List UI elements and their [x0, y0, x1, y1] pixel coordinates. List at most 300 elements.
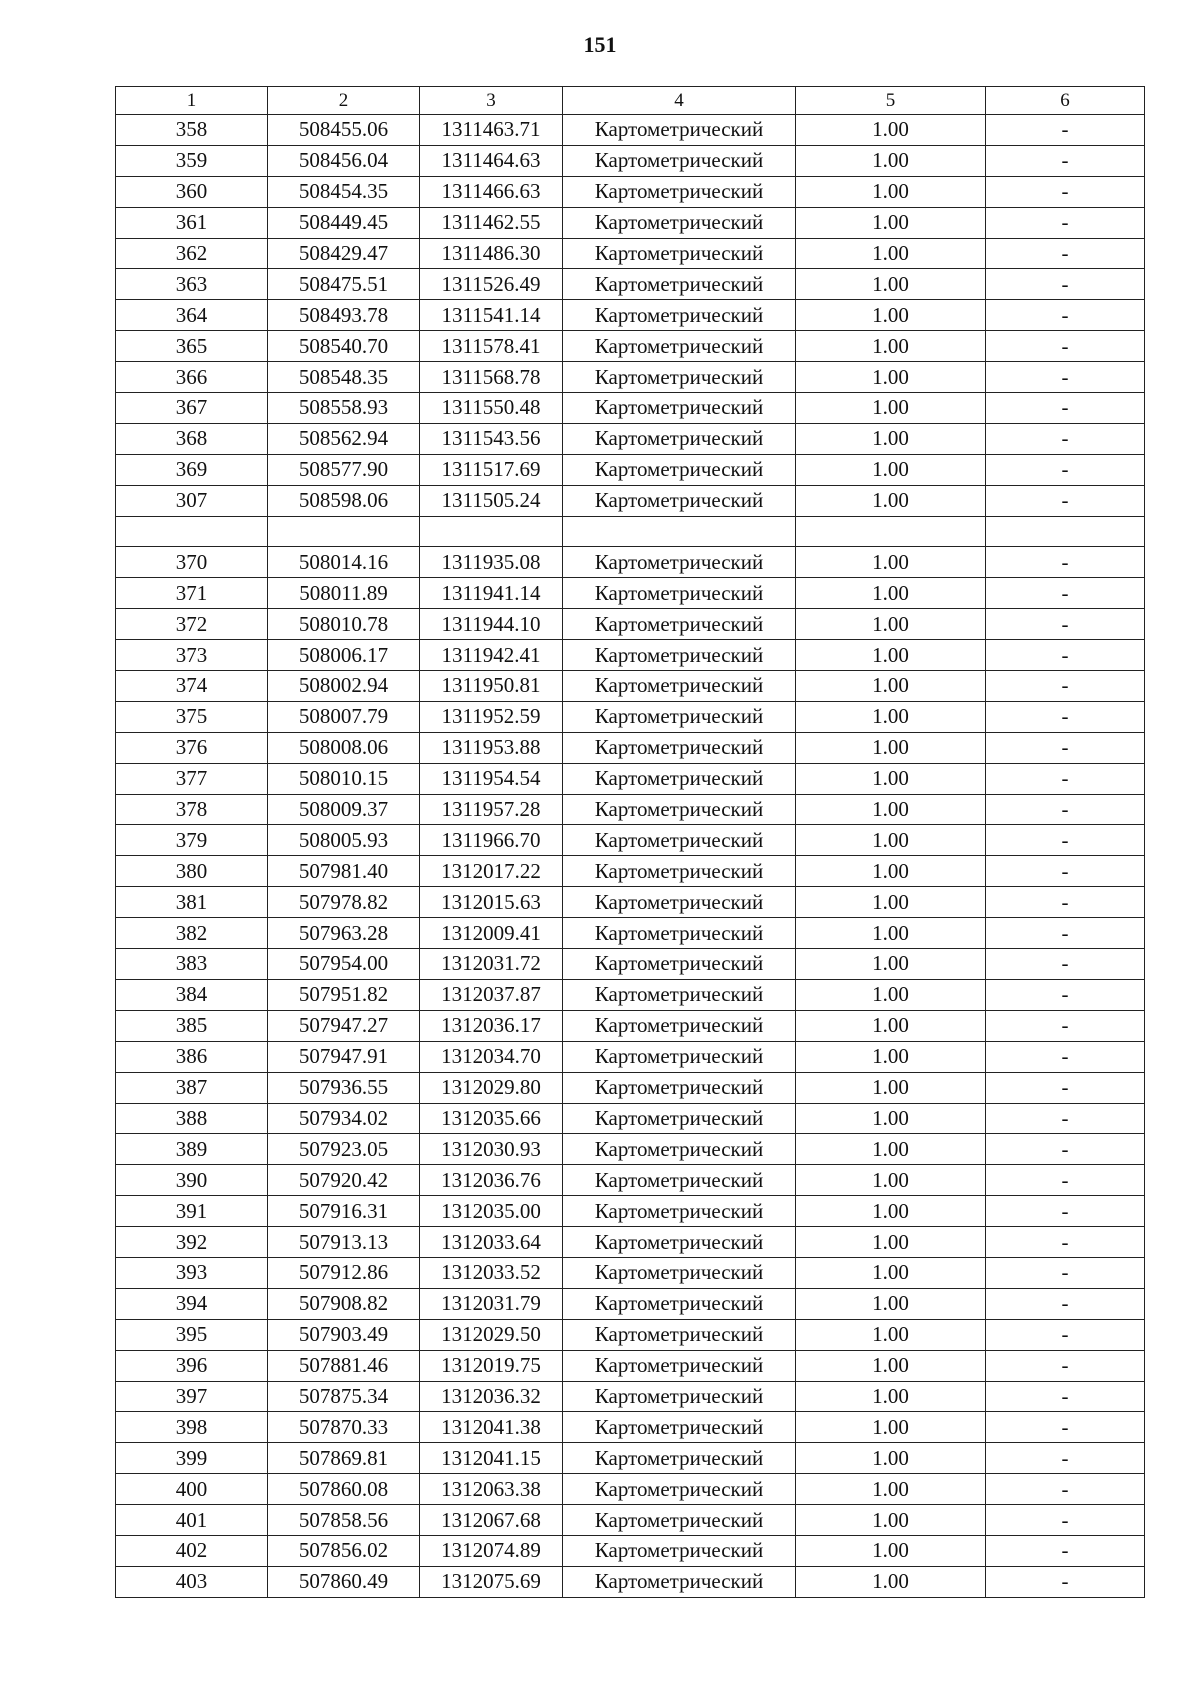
- point-number-cell: 389: [116, 1134, 268, 1165]
- table-row: [116, 145, 1145, 176]
- y-coordinate-cell: 1312029.80: [420, 1072, 563, 1103]
- point-number-cell: 390: [116, 1165, 268, 1196]
- y-coordinate-cell: 1311526.49: [420, 269, 563, 300]
- accuracy-cell: 1.00: [796, 1165, 986, 1196]
- table-row: [116, 794, 1145, 825]
- description-cell: -: [986, 1319, 1145, 1350]
- accuracy-cell: 1.00: [796, 949, 986, 980]
- table-row: [116, 1288, 1145, 1319]
- point-number-cell: 382: [116, 918, 268, 949]
- accuracy-cell: 1.00: [796, 1103, 986, 1134]
- description-cell: -: [986, 979, 1145, 1010]
- y-coordinate-cell: 1311466.63: [420, 176, 563, 207]
- table-row: [116, 238, 1145, 269]
- y-coordinate-cell: 1312033.52: [420, 1257, 563, 1288]
- table-row: [116, 1196, 1145, 1227]
- method-cell: Картометрический: [563, 423, 796, 454]
- x-coordinate-cell: 508010.78: [268, 609, 420, 640]
- y-coordinate-cell: 1312036.17: [420, 1010, 563, 1041]
- table-row: [116, 1072, 1145, 1103]
- x-coordinate-cell: 508577.90: [268, 454, 420, 485]
- x-coordinate-cell: 507934.02: [268, 1103, 420, 1134]
- x-coordinate-cell: 507963.28: [268, 918, 420, 949]
- table-row: [116, 856, 1145, 887]
- table-row: [116, 331, 1145, 362]
- y-coordinate-cell: 1311541.14: [420, 300, 563, 331]
- x-coordinate-cell: 507860.49: [268, 1566, 420, 1597]
- y-coordinate-cell: 1312035.66: [420, 1103, 563, 1134]
- point-number-cell: 381: [116, 887, 268, 918]
- point-number-cell: 398: [116, 1412, 268, 1443]
- description-cell: -: [986, 1412, 1145, 1443]
- method-cell: Картометрический: [563, 825, 796, 856]
- method-cell: Картометрический: [563, 578, 796, 609]
- description-cell: -: [986, 1443, 1145, 1474]
- y-coordinate-cell: 1312075.69: [420, 1566, 563, 1597]
- method-cell: Картометрический: [563, 1288, 796, 1319]
- description-cell: [986, 516, 1145, 547]
- x-coordinate-cell: [268, 516, 420, 547]
- description-cell: -: [986, 547, 1145, 578]
- description-cell: -: [986, 393, 1145, 424]
- method-cell: Картометрический: [563, 269, 796, 300]
- table-row: [116, 1010, 1145, 1041]
- table-row: [116, 1505, 1145, 1536]
- point-number-cell: 369: [116, 454, 268, 485]
- column-header: 3: [420, 87, 563, 115]
- description-cell: -: [986, 362, 1145, 393]
- point-number-cell: 378: [116, 794, 268, 825]
- x-coordinate-cell: 508014.16: [268, 547, 420, 578]
- description-cell: -: [986, 1072, 1145, 1103]
- point-number-cell: 359: [116, 145, 268, 176]
- description-cell: -: [986, 454, 1145, 485]
- method-cell: Картометрический: [563, 176, 796, 207]
- accuracy-cell: 1.00: [796, 393, 986, 424]
- point-number-cell: 387: [116, 1072, 268, 1103]
- point-number-cell: 364: [116, 300, 268, 331]
- method-cell: Картометрический: [563, 1505, 796, 1536]
- x-coordinate-cell: 507920.42: [268, 1165, 420, 1196]
- description-cell: -: [986, 1505, 1145, 1536]
- description-cell: -: [986, 1535, 1145, 1566]
- x-coordinate-cell: 508558.93: [268, 393, 420, 424]
- accuracy-cell: 1.00: [796, 1474, 986, 1505]
- description-cell: -: [986, 1196, 1145, 1227]
- column-header: 4: [563, 87, 796, 115]
- method-cell: Картометрический: [563, 1103, 796, 1134]
- accuracy-cell: 1.00: [796, 454, 986, 485]
- table-row: [116, 701, 1145, 732]
- y-coordinate-cell: 1311463.71: [420, 115, 563, 146]
- method-cell: Картометрический: [563, 918, 796, 949]
- y-coordinate-cell: 1312033.64: [420, 1227, 563, 1258]
- method-cell: Картометрический: [563, 300, 796, 331]
- point-number-cell: 380: [116, 856, 268, 887]
- y-coordinate-cell: 1312074.89: [420, 1535, 563, 1566]
- x-coordinate-cell: 508006.17: [268, 640, 420, 671]
- accuracy-cell: 1.00: [796, 763, 986, 794]
- y-coordinate-cell: 1312019.75: [420, 1350, 563, 1381]
- y-coordinate-cell: 1311952.59: [420, 701, 563, 732]
- y-coordinate-cell: [420, 516, 563, 547]
- table-row: [116, 887, 1145, 918]
- x-coordinate-cell: 507947.27: [268, 1010, 420, 1041]
- x-coordinate-cell: 508011.89: [268, 578, 420, 609]
- point-number-cell: 386: [116, 1041, 268, 1072]
- point-number-cell: 388: [116, 1103, 268, 1134]
- accuracy-cell: 1.00: [796, 609, 986, 640]
- y-coordinate-cell: 1311966.70: [420, 825, 563, 856]
- x-coordinate-cell: 507981.40: [268, 856, 420, 887]
- accuracy-cell: 1.00: [796, 238, 986, 269]
- y-coordinate-cell: 1311505.24: [420, 485, 563, 516]
- point-number-cell: 372: [116, 609, 268, 640]
- point-number-cell: 383: [116, 949, 268, 980]
- x-coordinate-cell: 508540.70: [268, 331, 420, 362]
- point-number-cell: 392: [116, 1227, 268, 1258]
- table-row: [116, 1134, 1145, 1165]
- table-header-row: [116, 87, 1145, 115]
- table-row: [116, 640, 1145, 671]
- y-coordinate-cell: 1311942.41: [420, 640, 563, 671]
- description-cell: -: [986, 1350, 1145, 1381]
- description-cell: -: [986, 856, 1145, 887]
- y-coordinate-cell: 1311957.28: [420, 794, 563, 825]
- y-coordinate-cell: 1312067.68: [420, 1505, 563, 1536]
- y-coordinate-cell: 1312015.63: [420, 887, 563, 918]
- method-cell: Картометрический: [563, 1072, 796, 1103]
- x-coordinate-cell: 508548.35: [268, 362, 420, 393]
- accuracy-cell: 1.00: [796, 1412, 986, 1443]
- table-row: [116, 516, 1145, 547]
- method-cell: Картометрический: [563, 547, 796, 578]
- table-row: [116, 609, 1145, 640]
- description-cell: -: [986, 701, 1145, 732]
- y-coordinate-cell: 1311935.08: [420, 547, 563, 578]
- table-row: [116, 949, 1145, 980]
- x-coordinate-cell: 507875.34: [268, 1381, 420, 1412]
- point-number-cell: 375: [116, 701, 268, 732]
- x-coordinate-cell: 508598.06: [268, 485, 420, 516]
- accuracy-cell: 1.00: [796, 701, 986, 732]
- y-coordinate-cell: 1312036.76: [420, 1165, 563, 1196]
- description-cell: -: [986, 269, 1145, 300]
- method-cell: Картометрический: [563, 1227, 796, 1258]
- description-cell: -: [986, 671, 1145, 702]
- x-coordinate-cell: 508493.78: [268, 300, 420, 331]
- point-number-cell: 397: [116, 1381, 268, 1412]
- table-row: [116, 918, 1145, 949]
- table-row: [116, 671, 1145, 702]
- y-coordinate-cell: 1311462.55: [420, 207, 563, 238]
- point-number-cell: 363: [116, 269, 268, 300]
- y-coordinate-cell: 1311464.63: [420, 145, 563, 176]
- x-coordinate-cell: 508454.35: [268, 176, 420, 207]
- description-cell: -: [986, 238, 1145, 269]
- method-cell: Картометрический: [563, 1010, 796, 1041]
- table-row: [116, 1381, 1145, 1412]
- y-coordinate-cell: 1312031.72: [420, 949, 563, 980]
- method-cell: Картометрический: [563, 1196, 796, 1227]
- method-cell: Картометрический: [563, 763, 796, 794]
- description-cell: -: [986, 1227, 1145, 1258]
- accuracy-cell: 1.00: [796, 1010, 986, 1041]
- description-cell: -: [986, 825, 1145, 856]
- accuracy-cell: 1.00: [796, 1041, 986, 1072]
- point-number-cell: 376: [116, 732, 268, 763]
- page-number: 151: [583, 32, 617, 57]
- description-cell: -: [986, 732, 1145, 763]
- point-number-cell: 402: [116, 1535, 268, 1566]
- method-cell: Картометрический: [563, 1535, 796, 1566]
- point-number-cell: 373: [116, 640, 268, 671]
- table-row: [116, 454, 1145, 485]
- y-coordinate-cell: 1311578.41: [420, 331, 563, 362]
- point-number-cell: 403: [116, 1566, 268, 1597]
- description-cell: -: [986, 887, 1145, 918]
- method-cell: Картометрический: [563, 979, 796, 1010]
- table-row: [116, 1412, 1145, 1443]
- method-cell: Картометрический: [563, 1412, 796, 1443]
- method-cell: Картометрический: [563, 115, 796, 146]
- description-cell: -: [986, 1103, 1145, 1134]
- point-number-cell: 358: [116, 115, 268, 146]
- table-row: [116, 1165, 1145, 1196]
- accuracy-cell: 1.00: [796, 1196, 986, 1227]
- accuracy-cell: 1.00: [796, 671, 986, 702]
- y-coordinate-cell: 1312037.87: [420, 979, 563, 1010]
- accuracy-cell: 1.00: [796, 1535, 986, 1566]
- x-coordinate-cell: 507923.05: [268, 1134, 420, 1165]
- y-coordinate-cell: 1311543.56: [420, 423, 563, 454]
- x-coordinate-cell: 507978.82: [268, 887, 420, 918]
- point-number-cell: 374: [116, 671, 268, 702]
- accuracy-cell: 1.00: [796, 1505, 986, 1536]
- x-coordinate-cell: 507860.08: [268, 1474, 420, 1505]
- accuracy-cell: 1.00: [796, 1566, 986, 1597]
- column-header: 1: [116, 87, 268, 115]
- accuracy-cell: 1.00: [796, 856, 986, 887]
- point-number-cell: 366: [116, 362, 268, 393]
- y-coordinate-cell: 1311944.10: [420, 609, 563, 640]
- point-number-cell: 361: [116, 207, 268, 238]
- y-coordinate-cell: 1312031.79: [420, 1288, 563, 1319]
- description-cell: -: [986, 763, 1145, 794]
- point-number-cell: [116, 516, 268, 547]
- x-coordinate-cell: 507881.46: [268, 1350, 420, 1381]
- table-row: [116, 269, 1145, 300]
- method-cell: Картометрический: [563, 732, 796, 763]
- point-number-cell: 393: [116, 1257, 268, 1288]
- table-row: [116, 1041, 1145, 1072]
- table-row: [116, 979, 1145, 1010]
- table-row: [116, 1103, 1145, 1134]
- table-row: [116, 485, 1145, 516]
- y-coordinate-cell: 1312035.00: [420, 1196, 563, 1227]
- y-coordinate-cell: 1311486.30: [420, 238, 563, 269]
- description-cell: -: [986, 145, 1145, 176]
- x-coordinate-cell: 508455.06: [268, 115, 420, 146]
- accuracy-cell: 1.00: [796, 1257, 986, 1288]
- method-cell: Картометрический: [563, 1381, 796, 1412]
- description-cell: -: [986, 331, 1145, 362]
- description-cell: -: [986, 207, 1145, 238]
- description-cell: -: [986, 918, 1145, 949]
- description-cell: -: [986, 423, 1145, 454]
- table-row: [116, 763, 1145, 794]
- point-number-cell: 396: [116, 1350, 268, 1381]
- accuracy-cell: 1.00: [796, 578, 986, 609]
- accuracy-cell: 1.00: [796, 887, 986, 918]
- description-cell: -: [986, 1041, 1145, 1072]
- table-row: [116, 393, 1145, 424]
- column-header: 6: [986, 87, 1145, 115]
- x-coordinate-cell: 507913.13: [268, 1227, 420, 1258]
- accuracy-cell: 1.00: [796, 1072, 986, 1103]
- table-body: [116, 87, 1145, 1598]
- table-row: [116, 300, 1145, 331]
- x-coordinate-cell: 507903.49: [268, 1319, 420, 1350]
- accuracy-cell: 1.00: [796, 979, 986, 1010]
- method-cell: Картометрический: [563, 1566, 796, 1597]
- method-cell: Картометрический: [563, 887, 796, 918]
- method-cell: Картометрический: [563, 362, 796, 393]
- accuracy-cell: 1.00: [796, 547, 986, 578]
- table-row: [116, 1319, 1145, 1350]
- x-coordinate-cell: 507936.55: [268, 1072, 420, 1103]
- point-number-cell: 377: [116, 763, 268, 794]
- method-cell: Картометрический: [563, 1350, 796, 1381]
- x-coordinate-cell: 507908.82: [268, 1288, 420, 1319]
- method-cell: Картометрический: [563, 393, 796, 424]
- method-cell: Картометрический: [563, 238, 796, 269]
- table-row: [116, 732, 1145, 763]
- method-cell: Картометрический: [563, 794, 796, 825]
- accuracy-cell: 1.00: [796, 918, 986, 949]
- point-number-cell: 384: [116, 979, 268, 1010]
- table-row: [116, 1474, 1145, 1505]
- y-coordinate-cell: 1311953.88: [420, 732, 563, 763]
- accuracy-cell: 1.00: [796, 1319, 986, 1350]
- point-number-cell: 362: [116, 238, 268, 269]
- description-cell: -: [986, 1381, 1145, 1412]
- x-coordinate-cell: 508002.94: [268, 671, 420, 702]
- table-row: [116, 362, 1145, 393]
- accuracy-cell: 1.00: [796, 825, 986, 856]
- point-number-cell: 367: [116, 393, 268, 424]
- method-cell: [563, 516, 796, 547]
- x-coordinate-cell: 508562.94: [268, 423, 420, 454]
- table-row: [116, 1566, 1145, 1597]
- y-coordinate-cell: 1311517.69: [420, 454, 563, 485]
- method-cell: Картометрический: [563, 1443, 796, 1474]
- x-coordinate-cell: 507916.31: [268, 1196, 420, 1227]
- method-cell: Картометрический: [563, 1134, 796, 1165]
- table-row: [116, 115, 1145, 146]
- table-row: [116, 176, 1145, 207]
- accuracy-cell: 1.00: [796, 331, 986, 362]
- x-coordinate-cell: 508475.51: [268, 269, 420, 300]
- x-coordinate-cell: 507951.82: [268, 979, 420, 1010]
- method-cell: Картометрический: [563, 485, 796, 516]
- x-coordinate-cell: 507869.81: [268, 1443, 420, 1474]
- table-row: [116, 1535, 1145, 1566]
- accuracy-cell: 1.00: [796, 423, 986, 454]
- point-number-cell: 379: [116, 825, 268, 856]
- description-cell: -: [986, 949, 1145, 980]
- y-coordinate-cell: 1311954.54: [420, 763, 563, 794]
- point-number-cell: 400: [116, 1474, 268, 1505]
- x-coordinate-cell: 507870.33: [268, 1412, 420, 1443]
- method-cell: Картометрический: [563, 145, 796, 176]
- method-cell: Картометрический: [563, 671, 796, 702]
- x-coordinate-cell: 508456.04: [268, 145, 420, 176]
- accuracy-cell: 1.00: [796, 485, 986, 516]
- point-number-cell: 370: [116, 547, 268, 578]
- accuracy-cell: 1.00: [796, 1288, 986, 1319]
- point-number-cell: 307: [116, 485, 268, 516]
- table-row: [116, 825, 1145, 856]
- x-coordinate-cell: 507954.00: [268, 949, 420, 980]
- x-coordinate-cell: 508005.93: [268, 825, 420, 856]
- y-coordinate-cell: 1312029.50: [420, 1319, 563, 1350]
- accuracy-cell: 1.00: [796, 794, 986, 825]
- table-row: [116, 207, 1145, 238]
- x-coordinate-cell: 508429.47: [268, 238, 420, 269]
- y-coordinate-cell: 1312041.15: [420, 1443, 563, 1474]
- table-row: [116, 578, 1145, 609]
- table-row: [116, 1350, 1145, 1381]
- table-row: [116, 547, 1145, 578]
- accuracy-cell: 1.00: [796, 207, 986, 238]
- description-cell: -: [986, 115, 1145, 146]
- method-cell: Картометрический: [563, 454, 796, 485]
- description-cell: -: [986, 1010, 1145, 1041]
- x-coordinate-cell: 508449.45: [268, 207, 420, 238]
- method-cell: Картометрический: [563, 1041, 796, 1072]
- y-coordinate-cell: 1312063.38: [420, 1474, 563, 1505]
- point-number-cell: 360: [116, 176, 268, 207]
- method-cell: Картометрический: [563, 1474, 796, 1505]
- y-coordinate-cell: 1311950.81: [420, 671, 563, 702]
- accuracy-cell: 1.00: [796, 145, 986, 176]
- description-cell: -: [986, 1474, 1145, 1505]
- y-coordinate-cell: 1312030.93: [420, 1134, 563, 1165]
- description-cell: -: [986, 176, 1145, 207]
- method-cell: Картометрический: [563, 949, 796, 980]
- accuracy-cell: 1.00: [796, 1443, 986, 1474]
- x-coordinate-cell: 507856.02: [268, 1535, 420, 1566]
- x-coordinate-cell: 508009.37: [268, 794, 420, 825]
- x-coordinate-cell: 507947.91: [268, 1041, 420, 1072]
- accuracy-cell: 1.00: [796, 1381, 986, 1412]
- description-cell: -: [986, 300, 1145, 331]
- description-cell: -: [986, 485, 1145, 516]
- method-cell: Картометрический: [563, 1319, 796, 1350]
- table-row: [116, 1227, 1145, 1258]
- x-coordinate-cell: 508007.79: [268, 701, 420, 732]
- description-cell: -: [986, 640, 1145, 671]
- method-cell: Картометрический: [563, 331, 796, 362]
- column-header: 5: [796, 87, 986, 115]
- point-number-cell: 368: [116, 423, 268, 454]
- y-coordinate-cell: 1312009.41: [420, 918, 563, 949]
- accuracy-cell: 1.00: [796, 300, 986, 331]
- x-coordinate-cell: 507912.86: [268, 1257, 420, 1288]
- coordinates-table: [115, 86, 1145, 1598]
- accuracy-cell: 1.00: [796, 115, 986, 146]
